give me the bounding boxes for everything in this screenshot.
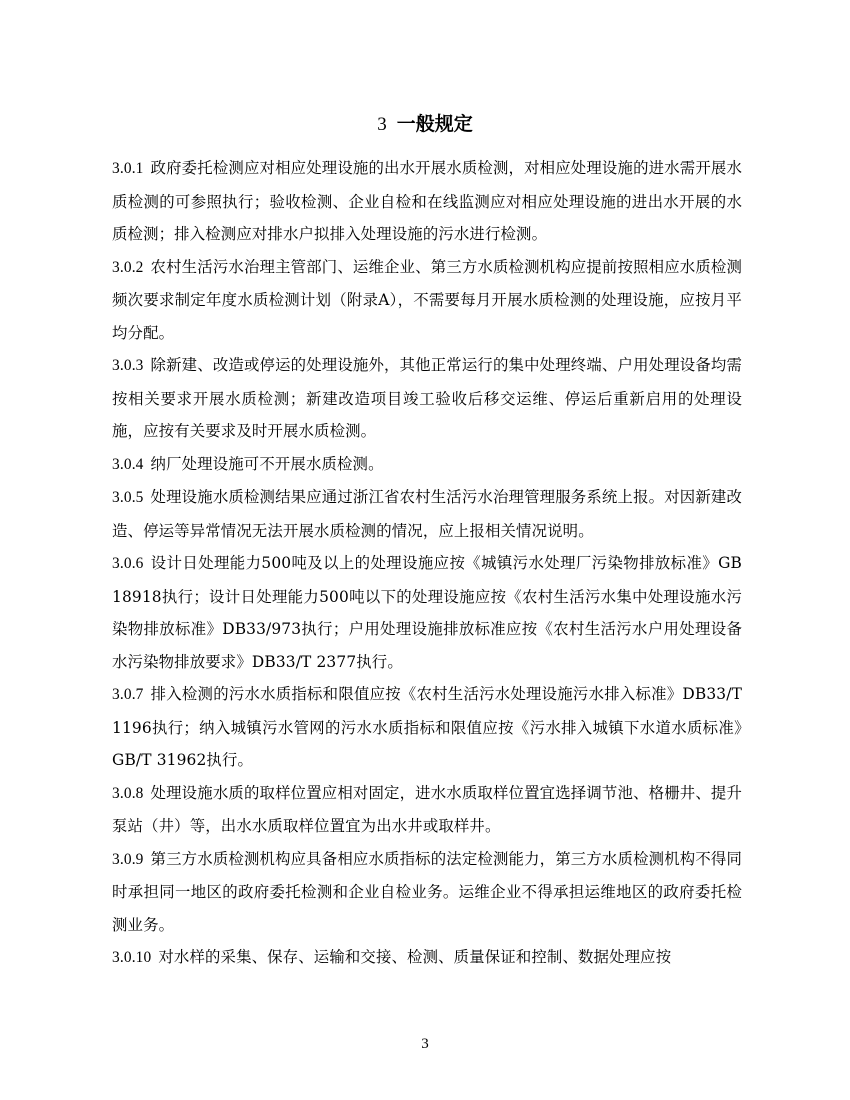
clause-text: 处理设施水质检测结果应通过浙江省农村生活污水治理管理服务系统上报。对因新建改造、停运等异常情况无法开展水质检测的情况，应上报相关情况说明。 bbox=[112, 488, 742, 540]
clause-text: 政府委托检测应对相应处理设施的出水开展水质检测，对相应处理设施的进水需开展水质检测的可参照执行；验收检测、企业自检和在线监测应对相应处理设施的进出水开展的水质检测；排入检测应对排水户拟排入处理设施的污水进行检测。 bbox=[112, 159, 742, 243]
clause-3-0-9 bbox=[112, 843, 742, 942]
clause-3-0-5 bbox=[112, 481, 742, 547]
section-heading bbox=[0, 110, 850, 139]
clause-number: 3.0.2 bbox=[112, 258, 144, 276]
section-title: 一般规定 bbox=[396, 113, 473, 135]
clause-number: 3.0.8 bbox=[112, 784, 144, 802]
clause-3-0-1 bbox=[112, 152, 742, 251]
page-number: 3 bbox=[421, 1036, 429, 1052]
clause-text: 设计日处理能力500吨及以上的处理设施应按《城镇污水处理厂污染物排放标准》GB 18918执行；设计日处理能力500吨以下的处理设施应按《农村生活污水集中处理设施水污染物排放标准》DB33/973执行；户用处理设施排放标准应按《农村生活污水户用处理设备水污染物排放要求》DB33/T 2377执行。 bbox=[112, 554, 742, 671]
clause-text: 纳厂处理设施可不开展水质检测。 bbox=[150, 454, 384, 473]
clause-3-0-8 bbox=[112, 777, 742, 843]
clause-number: 3.0.4 bbox=[112, 455, 144, 473]
clause-3-0-6 bbox=[112, 547, 742, 678]
clause-number: 3.0.3 bbox=[112, 357, 144, 374]
clause-3-0-2 bbox=[112, 251, 742, 350]
clause-number: 3.0.6 bbox=[112, 555, 144, 572]
clause-number: 3.0.9 bbox=[112, 850, 144, 868]
clause-text: 对水样的采集、保存、运输和交接、检测、质量保证和控制、数据处理应按 bbox=[158, 948, 672, 966]
clause-number: 3.0.7 bbox=[112, 686, 144, 703]
clause-text: 除新建、改造或停运的处理设施外，其他正常运行的集中处理终端、户用处理设备均需按相关要求开展水质检测；新建改造项目竣工验收后移交运维、停运后重新启用的处理设施，应按有关要求及时开展水质检测。 bbox=[112, 356, 742, 440]
clause-text: 第三方水质检测机构应具备相应水质指标的法定检测能力，第三方水质检测机构不得同时承担同一地区的政府委托检测和企业自检业务。运维企业不得承担运维地区的政府委托检测业务。 bbox=[112, 849, 742, 934]
clause-3-0-10 bbox=[112, 941, 742, 975]
clause-number: 3.0.5 bbox=[112, 489, 144, 506]
clause-number: 3.0.10 bbox=[112, 949, 152, 966]
section-number: 3 bbox=[377, 114, 387, 135]
clause-3-0-7 bbox=[112, 678, 742, 777]
clause-text: 排入检测的污水水质指标和限值应按《农村生活污水处理设施污水排入标准》DB33/T 1196执行；纳入城镇污水管网的污水水质指标和限值应按《污水排入城镇下水道水质标准》GB/T 31962执行。 bbox=[112, 685, 742, 769]
clause-3-0-3 bbox=[112, 349, 742, 448]
clause-3-0-4 bbox=[112, 448, 742, 482]
section-body bbox=[112, 152, 742, 975]
clause-text: 农村生活污水治理主管部门、运维企业、第三方水质检测机构应提前按照相应水质检测频次要求制定年度水质检测计划（附录A），不需要每月开展水质检测的处理设施，应按月平均分配。 bbox=[112, 257, 742, 342]
clause-text: 处理设施水质的取样位置应相对固定，进水水质取样位置宜选择调节池、格栅井、提升泵站（井）等，出水水质取样位置宜为出水井或取样井。 bbox=[112, 783, 742, 835]
clause-number: 3.0.1 bbox=[112, 160, 144, 177]
